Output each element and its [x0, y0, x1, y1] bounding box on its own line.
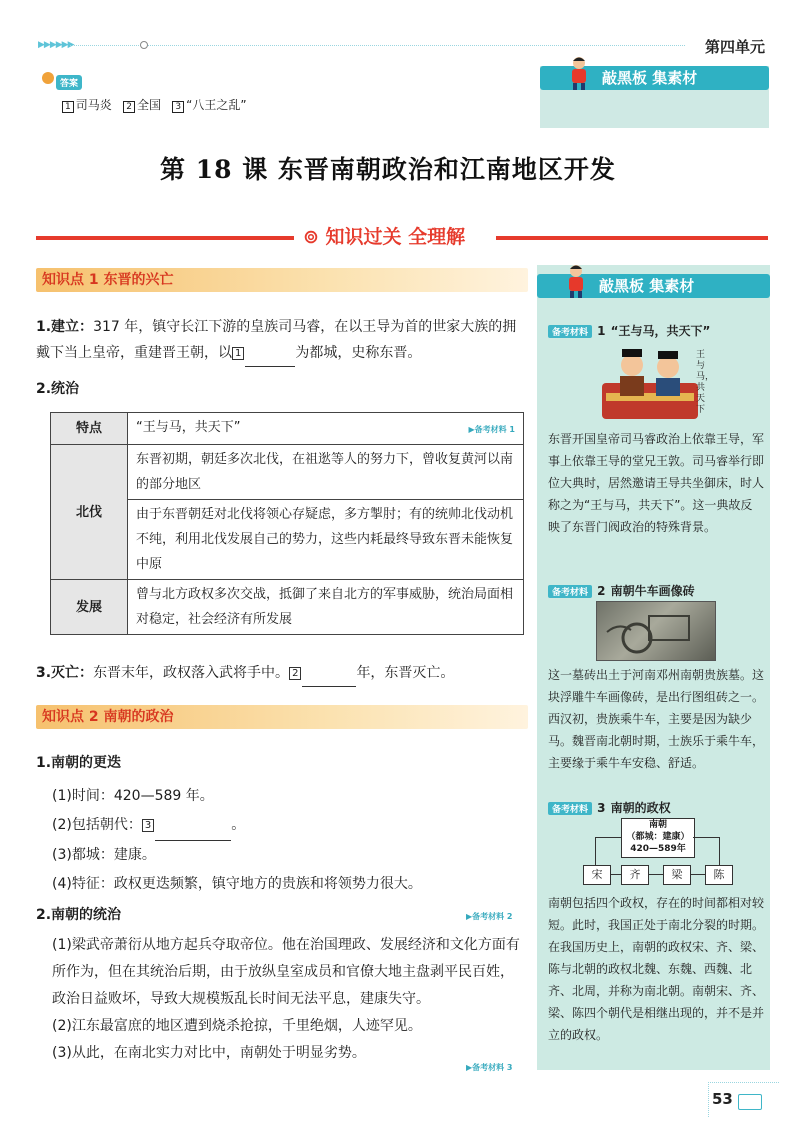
diagram-connector	[595, 837, 596, 865]
banner-line-left	[36, 236, 294, 240]
table-cell: 由于东晋朝廷对北伐将领心存疑虑，多方掣肘；有的统帅北伐动机不纯，利用北伐发展自己的势力，这些内耗最终导致东晋未能恢复中原	[128, 500, 524, 580]
kp1-p1	[36, 314, 526, 367]
list-item-text: 政权更迭频繁，镇守地方的贵族和将领势力很大。	[113, 876, 422, 892]
diagram-connector	[595, 837, 621, 838]
table-head: 发展	[51, 580, 128, 635]
material-tag: 备考材料	[548, 802, 592, 815]
material-num: 3	[597, 801, 606, 815]
blank-number: 3	[142, 819, 154, 832]
list-item-text: 。	[231, 817, 246, 833]
material-2-heading	[548, 580, 695, 599]
ref-link[interactable]: ▶备考材料 1	[468, 425, 515, 434]
answer-num: 3	[172, 101, 184, 113]
paragraph: (1)梁武帝萧衍从地方起兵夺取帝位。他在治国理政、发展经济和文化方面有所作为，但在其统治后期，由于放纵皇室成员和官僚大地主盘剥平民百姓，政治日益败坏，导致大规模叛乱长时间无法平息，建康失守。	[52, 937, 520, 1007]
kp2-banner: 知识点 2 南朝的政治	[36, 705, 528, 729]
diagram-connector	[610, 874, 621, 875]
material-1-heading	[548, 320, 710, 339]
lesson-title: 第 18 课 东晋南朝政治和江南地区开发	[160, 155, 616, 184]
material-tag: 备考材料	[548, 585, 592, 598]
list-item	[52, 782, 522, 811]
material-1-text: 东晋开国皇帝司马睿政治上依靠王导，军事上依靠王导的堂兄王敦。司马睿举行即位大典时，居然邀请王导共坐御床，时人称之为“王与马，共天下”。这一典故反映了东晋门阀政治的特殊背景。	[548, 432, 765, 534]
answer-blank[interactable]	[302, 660, 356, 687]
list-item	[52, 870, 522, 899]
diagram-root-line: （都城：建康）	[626, 832, 690, 842]
header-dot	[140, 41, 148, 49]
paragraph: (2)江东最富庶的地区遭到烧杀抢掠，千里绝烟，人迹罕见。	[52, 1018, 422, 1034]
header-arrows: ▶▶▶▶▶▶	[38, 40, 74, 50]
diagram-root-line: 南朝	[648, 820, 667, 830]
table-row	[51, 413, 524, 445]
illustration-caption: 王与马，共天下	[696, 350, 715, 415]
paragraph: (3)从此，在南北实力对比中，南朝处于明显劣势。	[52, 1045, 366, 1061]
diagram-root-box	[621, 818, 695, 858]
kp1-table	[50, 412, 524, 635]
dynasty-box: 陈	[705, 865, 733, 885]
material-title: 南朝牛车画像砖	[610, 584, 695, 598]
unit-label: 第四单元	[705, 38, 766, 56]
blank-number: 2	[289, 667, 301, 680]
answer-num: 1	[62, 101, 74, 113]
material-3-text: 南朝包括四个政权，存在的时间都相对较短。此时，我国正处于南北分裂的时期。在我国历史上，南朝的政权宋、齐、梁、陈与北朝的政权北魏、东魏、西魏、北齐、北周，并称为南北朝。南朝宋、齐、梁、陈四个朝代是相继出现的，并不是并立的政权。	[548, 896, 765, 1042]
dynasty-box: 齐	[621, 865, 649, 885]
table-row	[51, 580, 524, 635]
material-2-text: 这一墓砖出土于河南邓州南朝贵族墓。这块浮雕牛车画像砖，是出行图组砖之一。西汉初，贵族乘牛车，主要是因为缺少马。魏晋南北朝时期，士族乐于乘牛车，主要缘于乘牛车安稳、舒适。	[548, 668, 765, 770]
answer-text: 司马炎	[75, 98, 112, 112]
list-item-text: 建康。	[113, 847, 156, 863]
list-item-label: (1)时间：	[52, 788, 114, 804]
key-icon	[42, 72, 54, 84]
answer-list	[62, 96, 247, 113]
ref-link[interactable]: ▶备考材料 3	[466, 1063, 513, 1072]
kp1-p3-text-a: 东晋末年，政权落入武将手中。	[93, 665, 290, 681]
answer-blank[interactable]	[155, 811, 231, 841]
header-divider	[70, 45, 685, 46]
list-item	[52, 811, 522, 841]
kp1-p1-text-b: 为都城，史称东晋。	[295, 345, 422, 361]
diagram-connector	[719, 837, 720, 865]
kp1-banner: 知识点 1 东晋的兴亡	[36, 268, 528, 292]
answer-text: “八王之乱”	[186, 98, 247, 112]
teacher-icon	[568, 56, 590, 90]
material-3-heading	[548, 797, 671, 816]
table-cell: 东晋初期，朝廷多次北伐，在祖逖等人的努力下，曾收复黄河以南的部分地区	[128, 445, 524, 500]
dynasty-box: 梁	[663, 865, 691, 885]
material-num: 1	[597, 324, 606, 338]
ref-link[interactable]: ▶备考材料 2	[466, 912, 513, 921]
material-title: “王与马，共天下”	[610, 324, 711, 338]
answer-tag: 答案	[56, 75, 82, 90]
top-board	[540, 66, 769, 128]
diagram-connector	[648, 874, 663, 875]
kp1-p3	[36, 660, 526, 687]
ox-cart-brick-image	[596, 601, 716, 661]
kp2-s1-list	[52, 782, 522, 899]
list-item-label: (3)都城：	[52, 847, 114, 863]
list-item-text: 420—589 年。	[113, 788, 214, 804]
section-banner	[297, 222, 471, 249]
board-title: 敲黑板 集素材	[599, 277, 695, 295]
swirl-icon: ⊚	[303, 226, 319, 248]
table-cell	[128, 413, 524, 445]
sidebar-header	[537, 274, 770, 298]
teacher-icon	[565, 264, 587, 298]
kp1-p1-text-a: 317 年，镇守长江下游的皇族司马睿，在以王导为首的世家大族的拥戴下当上皇帝，重建晋王朝，以	[36, 319, 517, 361]
blank-number: 1	[232, 347, 244, 360]
material-num: 2	[597, 584, 606, 598]
table-row	[51, 445, 524, 500]
dynasty-box: 宋	[583, 865, 611, 885]
kp2-s2-body	[52, 932, 524, 1067]
answer-blank[interactable]	[245, 340, 295, 367]
kp1-p3-text-b: 年，东晋灭亡。	[356, 665, 455, 681]
kp1-table-wrap	[50, 412, 524, 635]
table-cell: 曾与北方政权多次交战，抵御了来自北方的军事威胁，统治局面相对稳定，社会经济有所发展	[128, 580, 524, 635]
board-bar	[537, 274, 770, 298]
kp1-p3-head: 3.灭亡：	[36, 665, 94, 681]
kp2-s2-head: 2.南朝的统治	[36, 907, 122, 923]
kp1-p2-head: 2.统治	[36, 381, 80, 397]
list-item	[52, 841, 522, 870]
table-cell-text: “王与马，共天下”	[136, 420, 241, 435]
material-title: 南朝的政权	[610, 801, 671, 815]
list-item-label: (4)特征：	[52, 876, 114, 892]
kp2-s1-head: 1.南朝的更迭	[36, 755, 122, 771]
board-bar	[540, 66, 769, 90]
answer-text: 全国	[136, 98, 161, 112]
banner-line-right	[496, 236, 768, 240]
diagram-connector	[693, 837, 719, 838]
table-head: 特点	[51, 413, 128, 445]
material-tag: 备考材料	[548, 325, 592, 338]
dynasty-diagram	[583, 818, 733, 888]
diagram-connector	[690, 874, 705, 875]
table-head: 北伐	[51, 445, 128, 580]
section-banner-text: 知识过关 全理解	[325, 226, 466, 248]
board-title: 敲黑板 集素材	[602, 69, 698, 87]
answer-num: 2	[123, 101, 135, 113]
list-item-label: (2)包括朝代：	[52, 817, 142, 833]
diagram-root-line: 420—589年	[630, 844, 686, 854]
kp1-p1-head: 1.建立：	[36, 319, 94, 335]
page-number: 53	[712, 1090, 733, 1108]
book-icon	[738, 1094, 762, 1110]
